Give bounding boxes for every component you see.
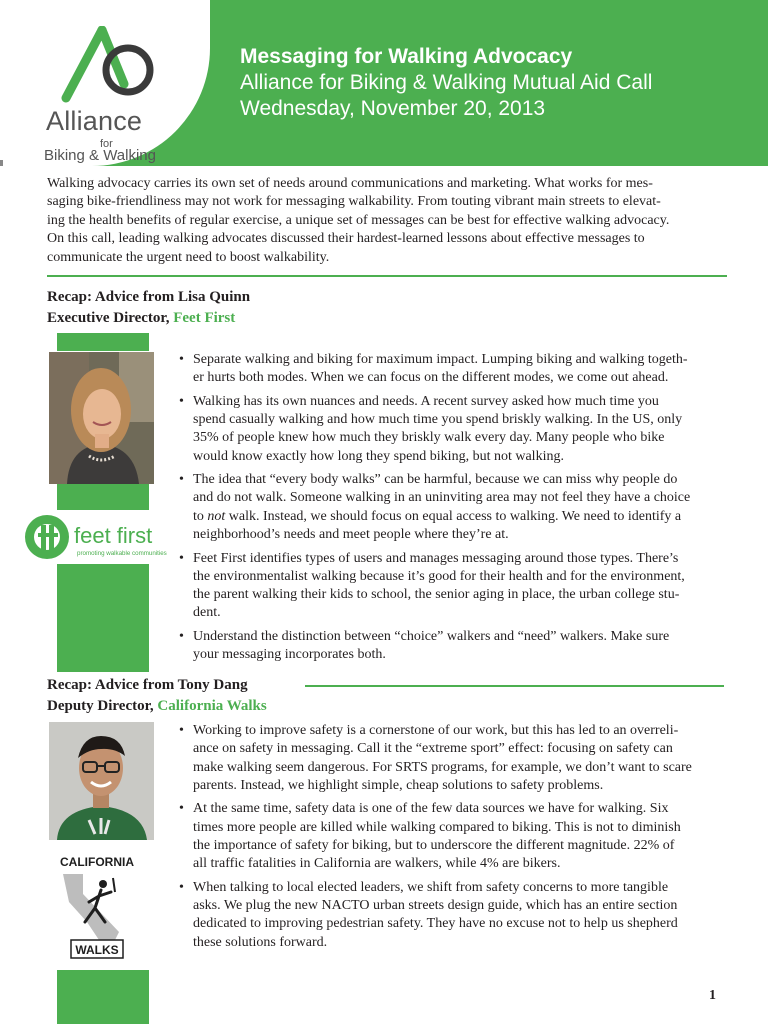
california-walks-logo-top-text: CALIFORNIA bbox=[60, 855, 134, 869]
section2-org-link[interactable]: California Walks bbox=[157, 698, 267, 714]
bullet-line: dent. bbox=[193, 605, 221, 621]
section2-heading bbox=[47, 675, 267, 717]
document-title: Messaging for Walking Advocacy bbox=[240, 45, 573, 68]
california-walks-logo bbox=[57, 852, 137, 960]
list-item bbox=[177, 800, 727, 873]
intro-divider bbox=[47, 275, 727, 277]
bullet-line: When talking to local elected leaders, we shift from safety concerns to more tangible bbox=[193, 879, 669, 895]
section1-title: Recap: Advice from Lisa Quinn bbox=[47, 289, 251, 305]
bullet-line: would know exactly how long they spend biking, but not walking. bbox=[193, 448, 564, 464]
section1-accent-bottom bbox=[57, 564, 149, 672]
bullet-line: Separate walking and biking for maximum impact. Lumping biking and walking togeth- bbox=[193, 352, 688, 367]
bullet-icon: • bbox=[179, 723, 184, 738]
feet-first-logo-icon bbox=[22, 510, 177, 564]
bullet-line: and do not walk. Someone walking in an uninviting area may not feel they have a choice bbox=[193, 490, 691, 506]
feet-first-logo-tagline: promoting walkable communities bbox=[77, 550, 167, 557]
intro-line: Walking advocacy carries its own set of needs around communications and marketing. What works for mes- bbox=[47, 176, 653, 191]
list-item bbox=[177, 351, 727, 388]
document-subtitle: Alliance for Biking & Walking Mutual Aid Call bbox=[240, 71, 653, 94]
bullet-line: dedicated to improving pedestrian safety. They have no excuse not to help us shepherd bbox=[193, 916, 678, 932]
section1-bullet-list bbox=[177, 351, 727, 670]
bullet-line: Understand the distinction between “choice” walkers and “need” walkers. Make sure bbox=[193, 628, 670, 644]
logo-wordmark: Alliance bbox=[46, 106, 143, 136]
bullet-line: ance on safety in messaging. Call it the “extreme sport” effect: focusing on safety can bbox=[193, 741, 673, 757]
bullet-line: spend casually walking and how much time you spend briskly walking. In the US, only bbox=[193, 412, 683, 428]
intro-line: On this call, leading walking advocates discussed their hardest-learned lessons about effective messages to bbox=[47, 231, 645, 247]
bullet-line: times more people are killed while walking compared to biking. This is not to diminish bbox=[193, 819, 681, 835]
bullet-icon: • bbox=[179, 628, 184, 644]
margin-mark bbox=[0, 160, 3, 166]
section1-accent-top bbox=[57, 333, 149, 351]
bullet-icon: • bbox=[179, 879, 184, 895]
section1-org-link[interactable]: Feet First bbox=[173, 310, 236, 326]
intro-line: ing the health benefits of regular exercise, a unique set of messages can be best for effective walking advocacy. bbox=[47, 212, 670, 228]
intro-paragraph bbox=[47, 175, 727, 267]
california-walks-logo-icon bbox=[57, 852, 137, 960]
intro-line: communicate the urgent need to boost walkability. bbox=[47, 249, 330, 265]
portrait-image bbox=[49, 352, 154, 484]
bullet-line: the environmentalist walking because it’s good for their health and for the environment, bbox=[193, 568, 685, 584]
section1-heading bbox=[47, 287, 250, 329]
portrait-image bbox=[49, 722, 154, 840]
section2-divider bbox=[305, 685, 724, 687]
bullet-line: er hurts both modes. When we can focus on the different modes, we come out ahead. bbox=[193, 370, 669, 386]
bullet-line: neighborhood’s needs and meet people where they’re at. bbox=[193, 527, 509, 543]
section2-role bbox=[47, 696, 267, 717]
section2-role-label: Deputy Director, bbox=[47, 698, 158, 714]
bullet-icon: • bbox=[179, 801, 184, 817]
section1-role bbox=[47, 308, 250, 329]
bullet-text: to bbox=[193, 508, 208, 524]
bullet-icon: • bbox=[179, 472, 184, 488]
bullet-icon: • bbox=[179, 550, 184, 566]
bullet-text: walk. Instead, we should focus on equal access to walking. We need to identify a bbox=[225, 508, 682, 524]
bullet-line bbox=[193, 508, 727, 526]
bullet-line: all traffic fatalities in California are walkers, while 4% are bikers. bbox=[193, 856, 561, 872]
section2-bullet-list bbox=[177, 722, 727, 957]
bullet-line: At the same time, safety data is one of the few data sources we have for walking. Six bbox=[193, 801, 669, 817]
bullet-line: The idea that “every body walks” can be harmful, because we can miss why people do bbox=[193, 472, 678, 488]
list-item bbox=[177, 471, 727, 544]
logo-subtitle: Biking & Walking bbox=[44, 147, 156, 164]
section1-accent-mid bbox=[57, 484, 149, 510]
lisa-quinn-photo bbox=[49, 352, 154, 484]
bullet-line: the importance of safety for biking, but to underscore the different magnitude. 22% of bbox=[193, 837, 675, 853]
bullet-line: asks. We plug the new NACTO urban streets design guide, which has an entire section bbox=[193, 898, 678, 914]
header-text bbox=[240, 44, 652, 122]
california-walks-logo-bottom-text: WALKS bbox=[75, 943, 119, 957]
section2-accent-bottom bbox=[57, 970, 149, 1024]
logo-for: for bbox=[100, 138, 113, 150]
feet-first-logo bbox=[22, 510, 177, 564]
bullet-line: Feet First identifies types of users and manages messaging around those types. There’s bbox=[193, 550, 679, 566]
document-date: Wednesday, November 20, 2013 bbox=[240, 97, 546, 120]
list-item bbox=[177, 879, 727, 952]
emphasis-text: not bbox=[207, 508, 226, 524]
bullet-line: Walking has its own nuances and needs. A recent survey asked how much time you bbox=[193, 393, 659, 409]
intro-line: saging bike-friendliness may not work for messaging walkability. From touting vibrant main streets to elevat- bbox=[47, 194, 661, 210]
section2-title: Recap: Advice from Tony Dang bbox=[47, 677, 248, 693]
section1-role-label: Executive Director, bbox=[47, 310, 174, 326]
list-item bbox=[177, 550, 727, 623]
bullet-line: these solutions forward. bbox=[193, 934, 328, 950]
alliance-logo bbox=[40, 26, 175, 164]
bullet-line: 35% of people knew how much they briskly walk every day. Many people who bike bbox=[193, 430, 665, 446]
bullet-icon: • bbox=[179, 393, 184, 409]
bullet-line: parents. Instead, we highlight simple, cheap solutions to safety problems. bbox=[193, 777, 604, 793]
bullet-line: Working to improve safety is a cornerstone of our work, but this has led to an overreli- bbox=[193, 723, 679, 738]
list-item bbox=[177, 628, 727, 665]
list-item bbox=[177, 393, 727, 466]
alliance-logo-mark-icon bbox=[58, 26, 158, 106]
bullet-icon: • bbox=[179, 352, 184, 367]
page-number: 1 bbox=[709, 988, 716, 1003]
bullet-line: the parent walking their kids to school, the senior aging in place, the urban college stu- bbox=[193, 587, 680, 603]
tony-dang-photo bbox=[49, 722, 154, 840]
bullet-line: your messaging incorporates both. bbox=[193, 647, 386, 663]
feet-first-logo-text: feet first bbox=[74, 523, 153, 548]
list-item bbox=[177, 722, 727, 795]
bullet-line: make walking seem dangerous. For SRTS programs, for example, we don’t want to scare bbox=[193, 759, 692, 775]
